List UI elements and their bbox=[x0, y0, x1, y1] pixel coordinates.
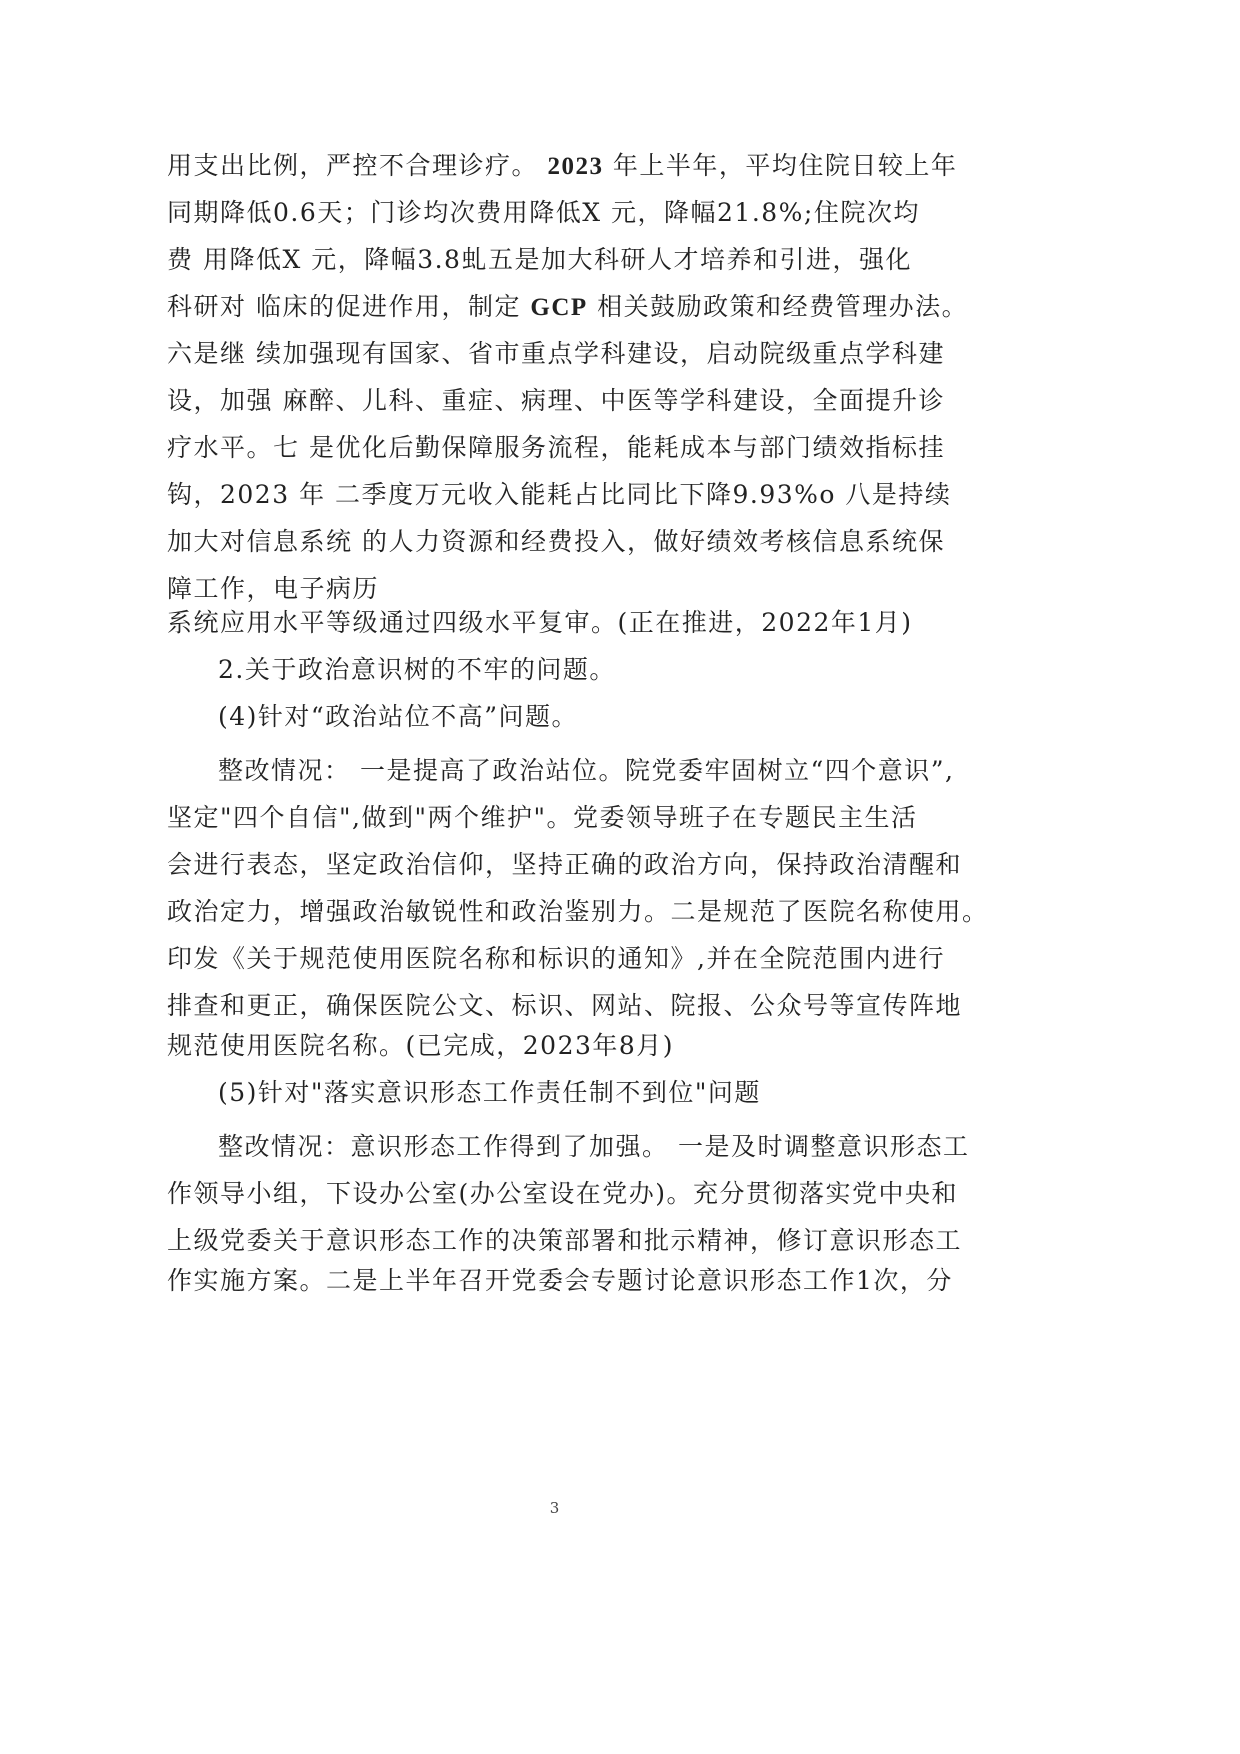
text-run: 用支出比例，严控不合理诊疗。 bbox=[167, 151, 548, 180]
text-line bbox=[167, 1265, 953, 1297]
text-line bbox=[167, 385, 945, 417]
text-line bbox=[167, 432, 945, 464]
text-line bbox=[218, 755, 954, 787]
text-line bbox=[167, 1225, 962, 1257]
text-line bbox=[167, 244, 912, 276]
text-line bbox=[167, 573, 379, 605]
text-run: 印发《关于规范使用医院名称和标识的通知》,并在全院范围内进行 bbox=[167, 944, 945, 973]
bold-text-run: 2023 bbox=[547, 153, 604, 180]
text-run: 科研对 临床的促进作用，制定 bbox=[167, 292, 531, 321]
text-line bbox=[167, 150, 957, 183]
text-run: 钩，2023 年 二季度万元收入能耗占比同比下降9.93%o 八是持续 bbox=[167, 480, 952, 509]
text-line bbox=[167, 479, 951, 511]
text-run: 同期降低0.6天；门诊均次费用降低X 元，降幅21.8%;住院次均 bbox=[167, 198, 920, 227]
text-line bbox=[218, 1077, 761, 1109]
text-run: 障工作，电子病历 bbox=[167, 574, 380, 603]
text-run: 加大对信息系统 的人力资源和经费投入，做好绩效考核信息系统保 bbox=[167, 527, 945, 556]
text-line bbox=[167, 896, 989, 928]
text-line bbox=[167, 849, 962, 881]
text-run: 作实施方案。二是上半年召开党委会专题讨论意识形态工作1次，分 bbox=[167, 1266, 953, 1295]
text-line bbox=[167, 1030, 674, 1062]
text-line bbox=[218, 701, 578, 733]
text-run: 整改情况： 一是提高了政治站位。院党委牢固树立“四个意识”, bbox=[218, 756, 955, 785]
text-run: 规范使用医院名称。(已完成，2023年8月) bbox=[167, 1031, 675, 1060]
text-run: 会进行表态，坚定政治信仰，坚持正确的政治方向，保持政治清醒和 bbox=[167, 850, 963, 879]
text-run: 2.关于政治意识树的不牢的问题。 bbox=[218, 655, 616, 684]
text-run: 年上半年，平均住院日较上年 bbox=[603, 151, 958, 180]
text-run: 坚定"四个自信",做到"两个维护"。党委领导班子在专题民主生活 bbox=[167, 803, 918, 832]
text-line bbox=[167, 1178, 958, 1210]
text-run: 作领导小组，下设办公室(办公室设在党办)。充分贯彻落实党中央和 bbox=[167, 1179, 959, 1208]
text-run: 整改情况：意识形态工作得到了加强。 一是及时调整意识形态工 bbox=[218, 1132, 970, 1161]
text-run: 疗水平。七 是优化后勤保障服务流程，能耗成本与部门绩效指标挂 bbox=[167, 433, 945, 462]
text-line bbox=[167, 338, 945, 370]
text-run: 费 用降低X 元，降幅3.8虬五是加大科研人才培养和引进，强化 bbox=[167, 245, 912, 274]
bold-text-run: GCP bbox=[530, 294, 588, 321]
text-run: 排查和更正，确保医院公文、标识、网站、院报、公众号等宣传阵地 bbox=[167, 991, 963, 1020]
text-run: 政治定力，增强政治敏锐性和政治鉴别力。二是规范了医院名称使用。 bbox=[167, 897, 989, 926]
text-run: 相关鼓励政策和经费管理办法。 bbox=[587, 292, 969, 321]
text-run: 设，加强 麻醉、儿科、重症、病理、中医等学科建设，全面提升诊 bbox=[167, 386, 945, 415]
text-run: (4)针对“政治站位不高”问题。 bbox=[218, 702, 578, 731]
text-line bbox=[167, 943, 945, 975]
text-run: 六是继 续加强现有国家、省市重点学科建设，启动院级重点学科建 bbox=[167, 339, 945, 368]
text-line bbox=[167, 526, 945, 558]
text-line bbox=[218, 654, 616, 686]
text-line bbox=[167, 197, 920, 229]
text-run: 系统应用水平等级通过四级水平复审。(正在推进，2022年1月) bbox=[167, 608, 913, 637]
text-line bbox=[167, 990, 962, 1022]
text-line bbox=[167, 607, 913, 639]
text-line bbox=[167, 291, 968, 324]
text-line bbox=[167, 802, 917, 834]
page-number: 3 bbox=[549, 1499, 560, 1517]
text-line bbox=[218, 1131, 969, 1163]
text-run: (5)针对"落实意识形态工作责任制不到位"问题 bbox=[218, 1078, 761, 1107]
text-run: 上级党委关于意识形态工作的决策部署和批示精神，修订意识形态工 bbox=[167, 1226, 963, 1255]
